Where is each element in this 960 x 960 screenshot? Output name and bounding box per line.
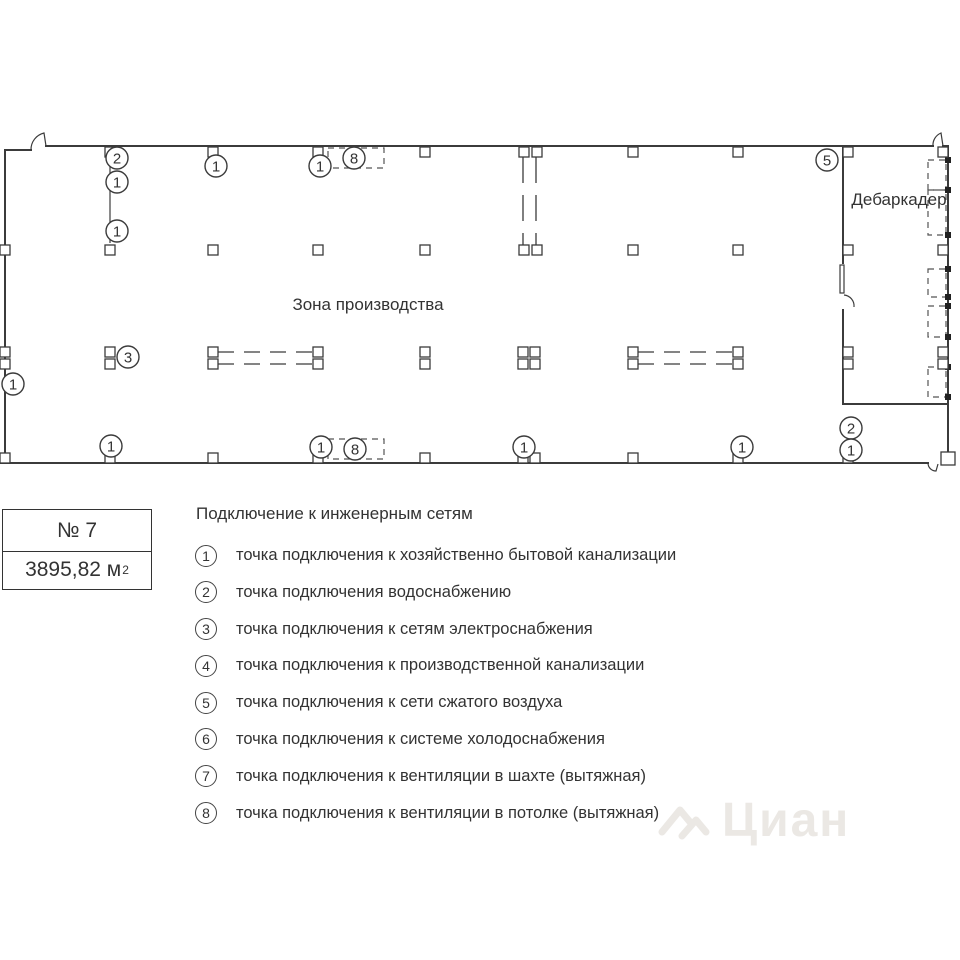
legend-number-badge: 3 bbox=[195, 618, 217, 640]
column bbox=[208, 347, 218, 357]
column bbox=[938, 147, 948, 157]
column bbox=[0, 245, 10, 255]
column bbox=[938, 347, 948, 357]
column bbox=[628, 147, 638, 157]
legend-item-text: точка подключения к вентиляции в шахте (вытяжная) bbox=[236, 766, 646, 785]
legend-item-8 bbox=[195, 802, 676, 825]
legend-title: Подключение к инженерным сетям bbox=[196, 504, 473, 523]
walls bbox=[0, 133, 955, 471]
legend-item-text: точка подключения к сетям электроснабжения bbox=[236, 619, 593, 638]
column bbox=[532, 147, 542, 157]
plan-marker-number: 2 bbox=[112, 150, 122, 168]
column bbox=[843, 347, 853, 357]
legend-list bbox=[195, 544, 676, 825]
column bbox=[313, 245, 323, 255]
column bbox=[519, 245, 529, 255]
legend-item-text: точка подключения к сети сжатого воздуха bbox=[236, 693, 563, 712]
legend-item-1 bbox=[195, 544, 676, 567]
column bbox=[518, 347, 528, 357]
plan-marker-number: 1 bbox=[316, 439, 326, 457]
production-zone-label: Зона производства bbox=[292, 295, 444, 314]
unit-info-box bbox=[2, 509, 152, 590]
column bbox=[105, 245, 115, 255]
column bbox=[313, 359, 323, 369]
plan-marker-number: 1 bbox=[846, 442, 856, 460]
plan-marker-number: 1 bbox=[8, 376, 18, 394]
process-lines bbox=[110, 152, 733, 364]
legend-item-6 bbox=[195, 728, 676, 751]
plan-marker-number: 1 bbox=[112, 223, 122, 241]
column bbox=[628, 359, 638, 369]
unit-area bbox=[3, 552, 151, 588]
column bbox=[420, 245, 430, 255]
column bbox=[628, 453, 638, 463]
column bbox=[843, 245, 853, 255]
legend-item-text: точка подключения к хозяйственно бытовой канализации bbox=[236, 546, 677, 564]
unit-number: № 7 bbox=[3, 510, 151, 552]
column bbox=[530, 359, 540, 369]
column bbox=[420, 359, 430, 369]
legend-item-text: точка подключения водоснабжению bbox=[236, 582, 512, 601]
plan-marker-number: 8 bbox=[350, 441, 360, 459]
column bbox=[420, 147, 430, 157]
column bbox=[0, 453, 10, 463]
columns-grid bbox=[0, 147, 948, 463]
column bbox=[0, 347, 10, 357]
column bbox=[313, 347, 323, 357]
column bbox=[208, 359, 218, 369]
column bbox=[843, 359, 853, 369]
column bbox=[105, 359, 115, 369]
legend-number-badge: 7 bbox=[195, 765, 217, 787]
dock-label: Дебаркадер bbox=[851, 190, 947, 209]
column bbox=[628, 245, 638, 255]
unit-area-sup: 2 bbox=[122, 563, 129, 577]
column bbox=[530, 347, 540, 357]
legend-item-3 bbox=[195, 618, 676, 641]
legend-item-text: точка подключения к производственной канализации bbox=[236, 656, 645, 675]
column bbox=[208, 245, 218, 255]
legend-item-7 bbox=[195, 765, 676, 788]
plan-marker-number: 1 bbox=[737, 439, 747, 457]
legend-item-5 bbox=[195, 691, 676, 714]
legend-item-4 bbox=[195, 654, 676, 677]
watermark bbox=[656, 792, 850, 848]
plan-marker-number: 1 bbox=[112, 174, 122, 192]
column bbox=[105, 347, 115, 357]
column bbox=[938, 359, 948, 369]
legend-number-badge: 6 bbox=[195, 728, 217, 750]
column bbox=[519, 147, 529, 157]
column bbox=[420, 347, 430, 357]
dock-door-leaf bbox=[840, 265, 844, 293]
column bbox=[733, 147, 743, 157]
column bbox=[518, 359, 528, 369]
legend-number-badge: 1 bbox=[195, 545, 217, 567]
column bbox=[208, 453, 218, 463]
column bbox=[733, 245, 743, 255]
column bbox=[938, 245, 948, 255]
legend-number-badge: 2 bbox=[195, 581, 217, 603]
legend-number-badge: 5 bbox=[195, 692, 217, 714]
column bbox=[733, 347, 743, 357]
plan-marker-number: 1 bbox=[106, 438, 116, 456]
plan-marker-number: 1 bbox=[315, 158, 325, 176]
legend-item-2 bbox=[195, 581, 676, 604]
plan-marker-number: 1 bbox=[519, 439, 529, 457]
column bbox=[0, 359, 10, 369]
plan-marker-number: 5 bbox=[822, 152, 832, 170]
legend-number-badge: 4 bbox=[195, 655, 217, 677]
plan-marker-number: 8 bbox=[349, 150, 359, 168]
legend-item-text: точка подключения к вентиляции в потолке (вытяжная) bbox=[236, 803, 660, 822]
legend-item-text: точка подключения к системе холодоснабжения bbox=[236, 729, 605, 748]
dock-door-swing bbox=[844, 295, 854, 307]
column bbox=[532, 245, 542, 255]
column bbox=[733, 359, 743, 369]
plan-marker-number: 1 bbox=[211, 158, 221, 176]
plan-marker-number: 2 bbox=[846, 420, 856, 438]
unit-area-value: 3895,82 м bbox=[25, 558, 122, 581]
plan-marker-number: 3 bbox=[123, 349, 133, 367]
column bbox=[420, 453, 430, 463]
watermark-text: Циан bbox=[722, 793, 851, 847]
legend-number-badge: 8 bbox=[195, 802, 217, 824]
column bbox=[843, 147, 853, 157]
column bbox=[628, 347, 638, 357]
